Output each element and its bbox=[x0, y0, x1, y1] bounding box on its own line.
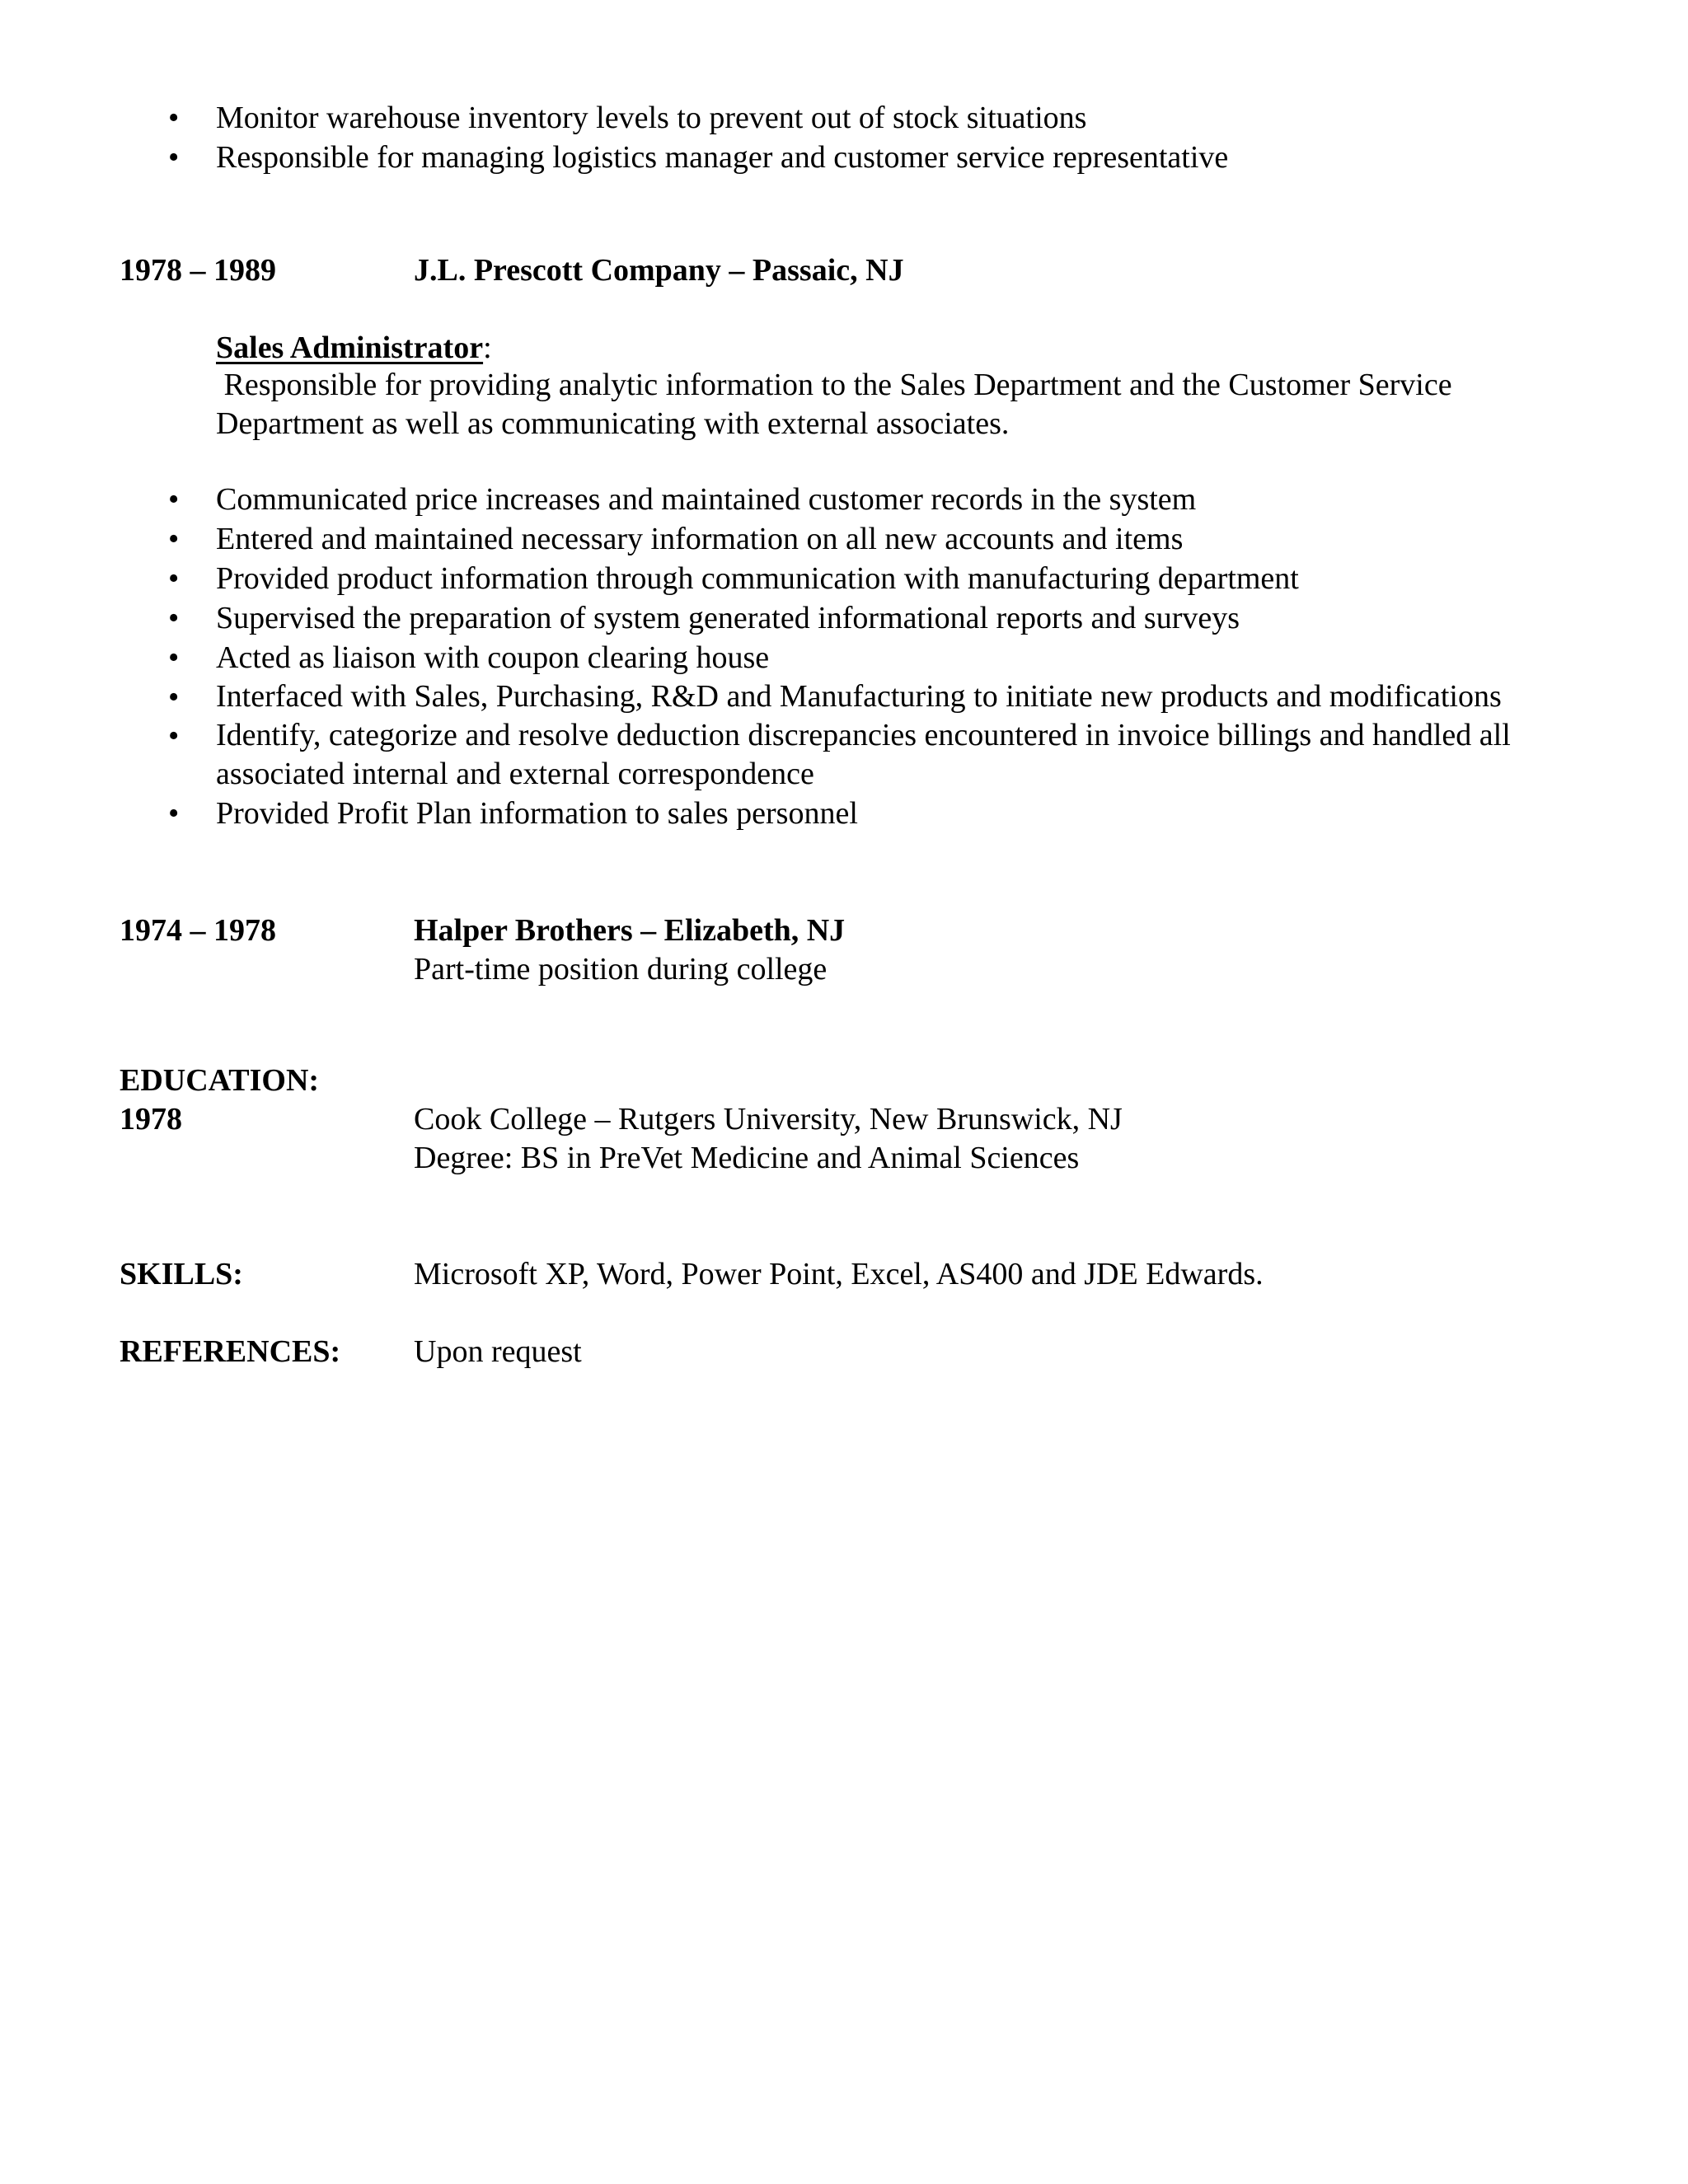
list-item: • Provided product information through communication with manufacturing department bbox=[216, 559, 1535, 598]
list-item: • Communicated price increases and maintained customer records in the system bbox=[216, 480, 1535, 519]
list-item: • Identify, categorize and resolve deduction discrepancies encountered in invoice billings and handled all associated internal and external correspondence bbox=[216, 716, 1535, 794]
references-heading: REFERENCES: bbox=[120, 1334, 341, 1369]
skills-heading: SKILLS: bbox=[120, 1257, 243, 1291]
job-title: Sales Administrator bbox=[216, 330, 484, 365]
list-item: • Supervised the preparation of system generated informational reports and surveys bbox=[216, 598, 1535, 638]
list-item: • Provided Profit Plan information to sales personnel bbox=[216, 794, 1535, 833]
education-degree: Degree: BS in PreVet Medicine and Animal Sciences bbox=[414, 1141, 1080, 1175]
previous-job-bullets bbox=[216, 98, 1535, 177]
education-school: Cook College – Rutgers University, New Brunswick, NJ bbox=[414, 1102, 1123, 1137]
education-heading: EDUCATION: bbox=[120, 1063, 320, 1098]
education-year: 1978 bbox=[120, 1102, 182, 1137]
list-item: • Acted as liaison with coupon clearing house bbox=[216, 638, 1535, 677]
references-value: Upon request bbox=[414, 1334, 582, 1369]
job-company: J.L. Prescott Company – Passaic, NJ bbox=[414, 253, 904, 288]
list-item: • Responsible for managing logistics manager and customer service representative bbox=[216, 138, 1535, 177]
job-title-line bbox=[216, 328, 492, 368]
list-item: • Monitor warehouse inventory levels to prevent out of stock situations bbox=[216, 98, 1535, 138]
job-company: Halper Brothers – Elizabeth, NJ bbox=[414, 913, 846, 948]
job-years: 1978 – 1989 bbox=[120, 253, 276, 288]
job-description: Responsible for providing analytic information to the Sales Department and the Customer Service Department as well as communicating with external associates. bbox=[216, 368, 1461, 441]
job-years: 1974 – 1978 bbox=[120, 913, 276, 948]
job-title-colon: : bbox=[483, 330, 492, 365]
list-item: • Entered and maintained necessary information on all new accounts and items bbox=[216, 519, 1535, 559]
skills-value: Microsoft XP, Word, Power Point, Excel, AS400 and JDE Edwards. bbox=[414, 1257, 1264, 1291]
list-item: • Interfaced with Sales, Purchasing, R&D and Manufacturing to initiate new products and modifications bbox=[216, 677, 1535, 716]
prescott-bullets bbox=[216, 480, 1535, 833]
job-note: Part-time position during college bbox=[414, 952, 828, 987]
